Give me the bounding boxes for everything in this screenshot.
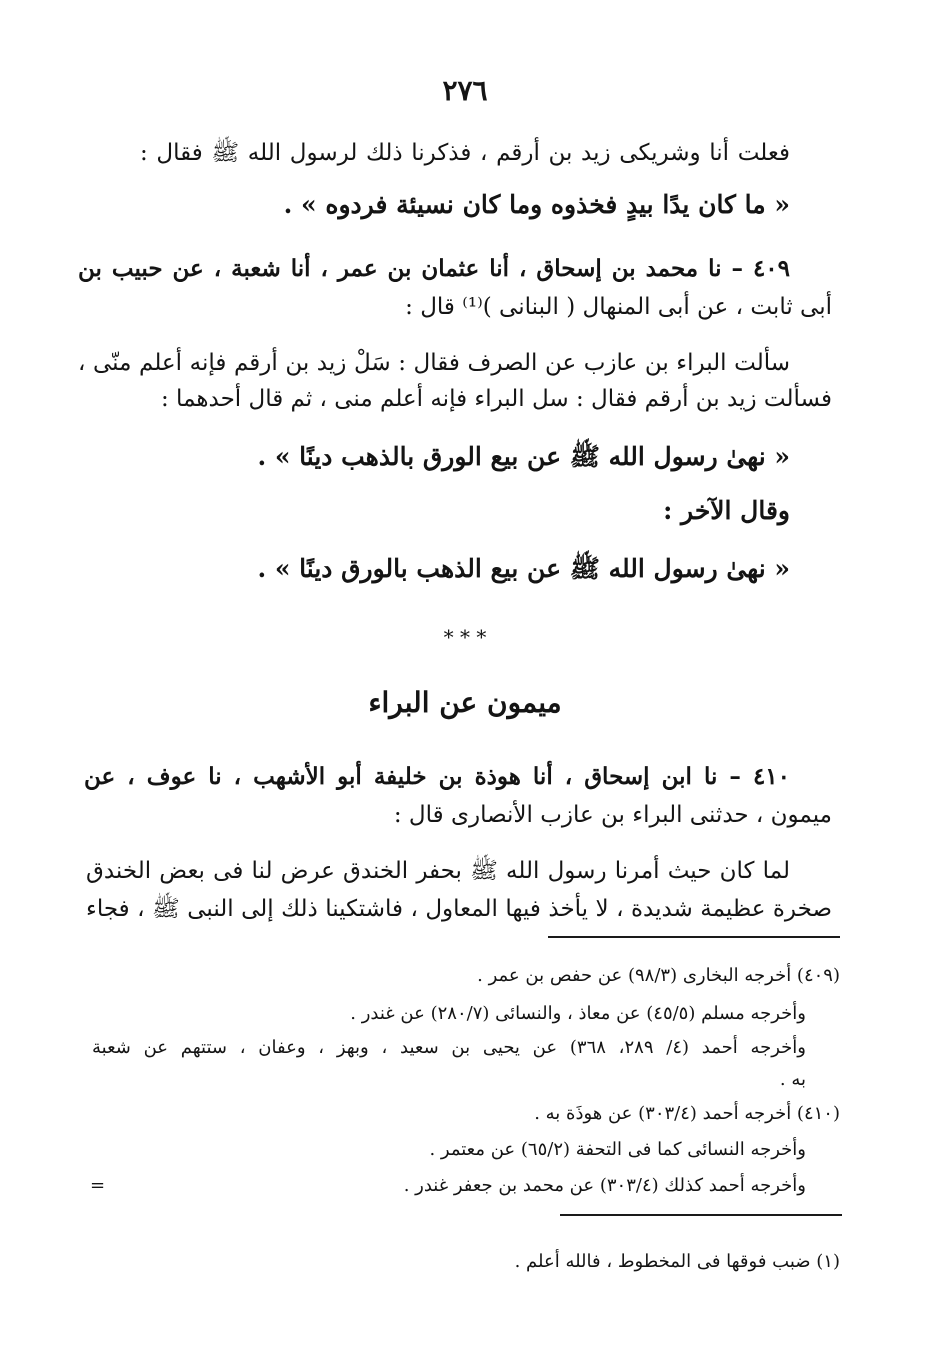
page-number: ٢٧٦ [442, 74, 488, 107]
hadith-quote: « ما كان يدًا بيدٍ فخذوه وما كان نسيئة فردوه » . [283, 190, 790, 219]
footnote-410: وأخرجه أحمد كذلك (٣٠٣/٤) عن محمد بن جعفر غندر . [403, 1175, 806, 1196]
footnote-410: (٤١٠) أخرجه أحمد (٣٠٣/٤) عن هوذَة به . [534, 1103, 840, 1124]
hadith-410-text-line2: صخرة عظيمة شديدة ، لا يأخذ فيها المعاول ، فاشتكينا ذلك إلى النبى ﷺ ، فجاء [86, 896, 832, 922]
hadith-409-text-line1: سألت البراء بن عازب عن الصرف فقال : سَلْ زيد بن أرقم فإنه أعلم منّى ، [78, 350, 790, 376]
footnote-divider [548, 936, 840, 938]
hadith-409-text-line2: فسألت زيد بن أرقم فقال : سل البراء فإنه أعلم منى ، ثم قال أحدهما : [161, 386, 832, 412]
hadith-410-chain-line2: ميمون ، حدثنى البراء بن عازب الأنصارى قال : [393, 802, 832, 828]
footnote-1: (١) ضبب فوقها فى المخطوط ، فالله أعلم . [514, 1251, 840, 1272]
footnote-410: وأخرجه النسائى كما فى التحفة (٦٥/٢) عن معتمر . [429, 1139, 806, 1160]
footnote-409: (٤٠٩) أخرجه البخارى (٩٨/٣) عن حفص بن عمر . [477, 965, 840, 986]
hadith-quote: « نهىٰ رسول الله ﷺ عن بيع الذهب بالورق دينًا » . [257, 554, 790, 583]
hadith-409-chain-line2: أبى ثابت ، عن أبى المنهال ( البنانى )⁽¹⁾ قال : [405, 294, 832, 320]
hadith-410-text-line1: لما كان حيث أمرنا رسول الله ﷺ بحفر الخندق عرض لنا فى بعض الخندق [86, 858, 790, 884]
hadith-quote: وقال الآخر : [663, 496, 790, 525]
section-separator: * * * [443, 625, 487, 649]
continuation-mark: = [90, 1175, 106, 1196]
hadith-quote: « نهىٰ رسول الله ﷺ عن بيع الورق بالذهب دينًا » . [257, 442, 790, 471]
section-title: ميمون عن البراء [368, 686, 562, 719]
footnote-divider [560, 1214, 842, 1216]
body-line: فعلت أنا وشريكى زيد بن أرقم ، فذكرنا ذلك لرسول الله ﷺ فقال : [140, 140, 790, 166]
hadith-409-chain-line1: ٤٠٩ – نا محمد بن إسحاق ، أنا عثمان بن عمر ، أنا شعبة ، عن حبيب بن [78, 255, 790, 282]
footnote-409: به . [779, 1069, 806, 1090]
footnote-409: وأخرجه أحمد (٤/ ٢٨٩، ٣٦٨) عن يحيى بن سعيد ، وبهز ، وعفان ، ستتهم عن شعبة [92, 1037, 807, 1058]
footnote-409: وأخرجه مسلم (٤٥/٥) عن معاذ ، والنسائى (٢٨٠/٧) عن غندر . [350, 1003, 806, 1024]
hadith-410-chain-line1: ٤١٠ – نا ابن إسحاق ، أنا هوذة بن خليفة أبو الأشهب ، نا عوف ، عن [84, 763, 790, 790]
